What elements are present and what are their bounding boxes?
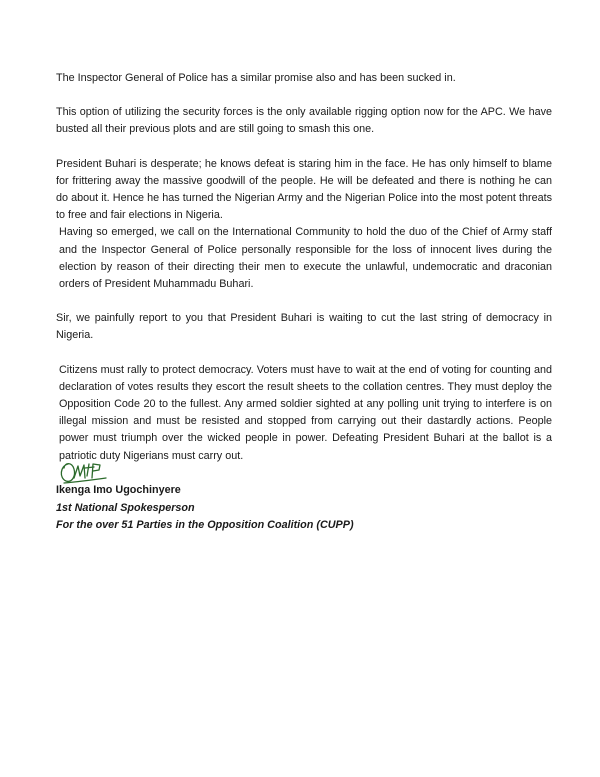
- paragraph-citizens-rally: Citizens must rally to protect democracy. Voters must have to wait at the end of voting for counting and declaration of votes results they escort the result sheets to the collation centres. They must deploy the Opposition Code 20 to the fullest. Any armed soldier sighted at any polling unit trying to interfere is on illegal mission and must be resisted and stopped from carrying out their dastardly actions. People power must triumph over the wicked people in power. Defeating President Buhari at the ballot is a patriotic duty Nigerians must carry out.: [59, 363, 552, 462]
- signature-block: [56, 482, 456, 535]
- paragraph-buhari-desperate: President Buhari is desperate; he knows defeat is staring him in the face. He has only himself to blame for frittering away the massive goodwill of the people. He will be defeated and there is nothing he can do about it. Hence he has turned the Nigerian Army and the Nigerian Police into the most potent threats to free and fair elections in Nigeria.: [56, 157, 552, 222]
- paragraph-rigging-option: This option of utilizing the security forces is the only available rigging option now for the APC. We have busted all their previous plots and are still going to smash this one.: [56, 106, 552, 136]
- signatory-title: 1st National Spokesperson: [56, 501, 195, 514]
- paragraph-international-community: Having so emerged, we call on the International Community to hold the duo of the Chief of Army staff and the Inspector General of Police personally responsible for the loss of innocent lives during the election by reason of their directing their men to execute the unlawful, undemocratic and draconian orders of President Muhammadu Buhari.: [59, 226, 552, 291]
- signatory-name: Ikenga Imo Ugochinyere: [56, 484, 181, 496]
- letter-body: [56, 70, 552, 465]
- paragraph-igp-promise: The Inspector General of Police has a similar promise also and has been sucked in.: [56, 72, 456, 84]
- signatory-organization: For the over 51 Parties in the Opposition Coalition (CUPP): [56, 519, 354, 531]
- paragraph-last-string-democracy: Sir, we painfully report to you that President Buhari is waiting to cut the last string of democracy in Nigeria.: [56, 312, 552, 342]
